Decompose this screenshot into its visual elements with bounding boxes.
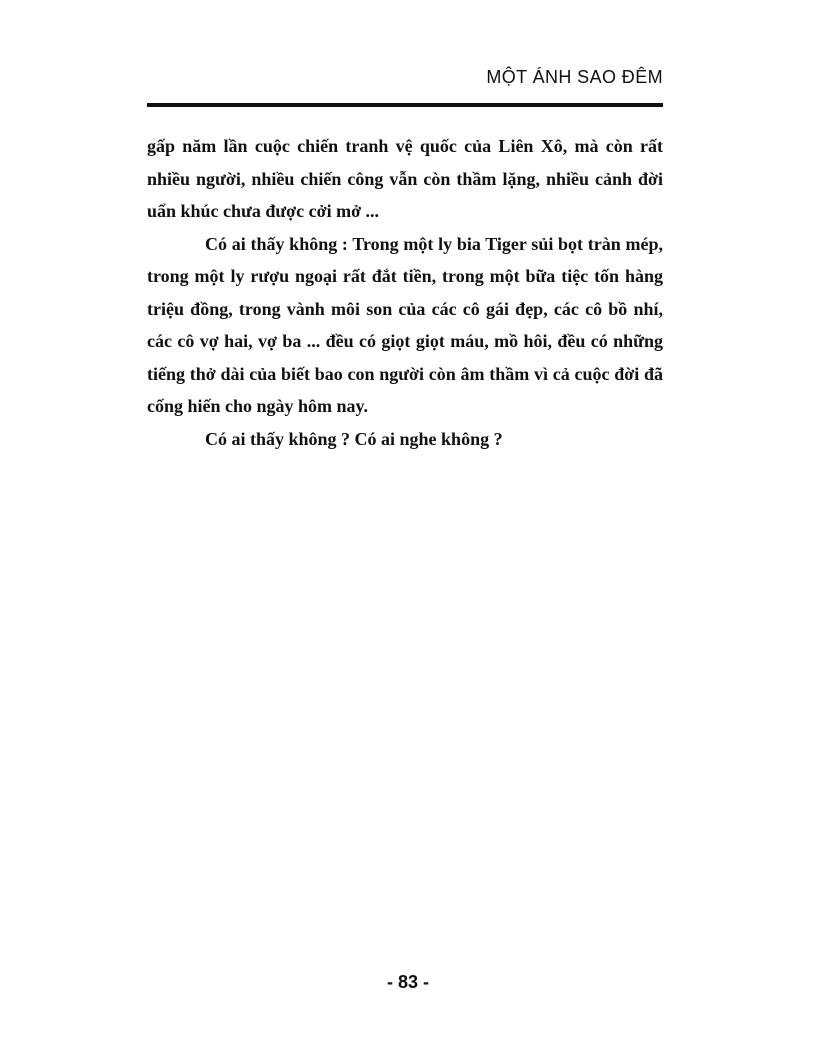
page-number: - 83 - [386, 972, 429, 992]
paragraph-closing-question: Có ai thấy không ? Có ai nghe không ? [205, 428, 503, 449]
running-head-title: MỘT ÁNH SAO ĐÊM [486, 67, 663, 87]
paragraph-continued: gấp năm lần cuộc chiến tranh vệ quốc của Liên Xô, mà còn rất nhiều người, nhiều chiến công vẫn còn thầm lặng, nhiều cảnh đời uẩn khúc chưa được cởi mở ... [147, 136, 663, 221]
body-text [147, 130, 663, 455]
paragraph-question-tiger: Có ai thấy không : Trong một ly bia Tiger sủi bọt tràn mép, trong một ly rượu ngoại rất đắt tiền, trong một bữa tiệc tốn hàng triệu đồng, trong vành môi son của các cô gái đẹp, các cô bồ nhí, các cô vợ hai, vợ ba ... đều có giọt giọt máu, mồ hôi, đều có những tiếng thở dài của biết bao con người còn âm thầm vì cả cuộc đời đã cống hiến cho ngày hôm nay. [147, 233, 663, 416]
header-rule [147, 103, 663, 107]
